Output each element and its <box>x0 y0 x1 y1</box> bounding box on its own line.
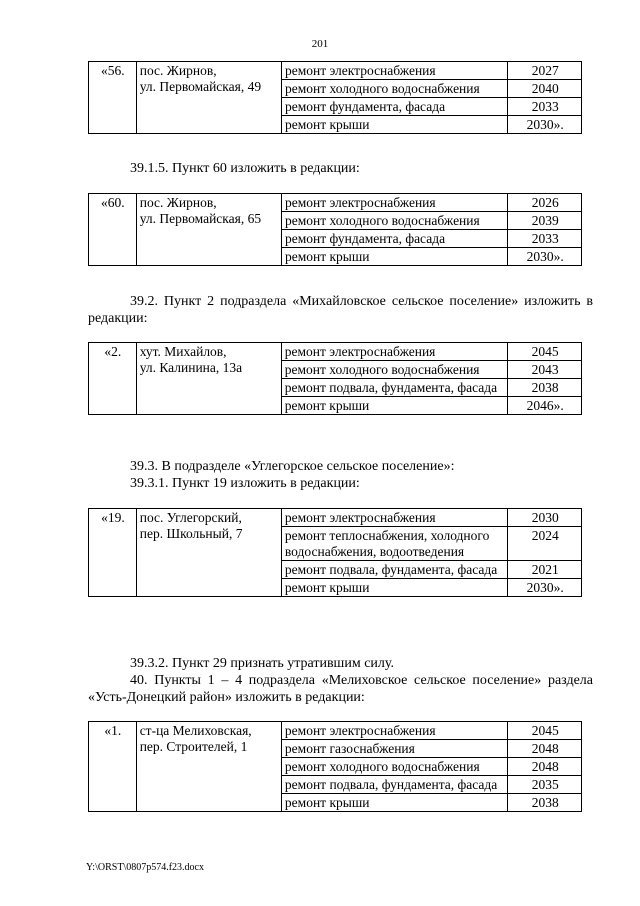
work-year: 2030». <box>508 248 582 266</box>
work-type: ремонт фундамента, фасада <box>281 230 507 248</box>
item-address: хут. Михайлов, ул. Калинина, 13а <box>136 343 281 415</box>
work-year: 2030». <box>508 116 582 134</box>
item-number: «56. <box>89 62 137 134</box>
work-year: 2027 <box>508 62 582 80</box>
work-year: 2040 <box>508 80 582 98</box>
work-year: 2030 <box>508 509 582 527</box>
work-year: 2038 <box>508 794 582 812</box>
work-year: 2046». <box>508 397 582 415</box>
work-year: 2033 <box>508 230 582 248</box>
work-year: 2045 <box>508 722 582 740</box>
work-type: ремонт холодного водоснабжения <box>281 758 508 776</box>
item-address: ст-ца Мелиховская, пер. Строителей, 1 <box>136 722 281 812</box>
work-year: 2048 <box>508 740 582 758</box>
work-type: ремонт холодного водоснабжения <box>281 212 507 230</box>
paragraph-40: 40. Пункты 1 – 4 подраздела «Мелиховское сельское поселение» раздела «Усть-Донецкий район» изложить в редакции: <box>88 673 593 705</box>
work-type: ремонт электроснабжения <box>281 62 507 80</box>
paragraph-39-3-2: 39.3.2. Пункт 29 признать утратившим силу. <box>130 656 394 671</box>
item-address: пос. Жирнов, ул. Первомайская, 49 <box>136 62 281 134</box>
item-address: пос. Углегорский, пер. Школьный, 7 <box>136 509 281 597</box>
item-number: «19. <box>89 509 137 597</box>
paragraph-39-2: 39.2. Пункт 2 подраздела «Михайловское сельское поселение» изложить в редакции: <box>88 294 593 326</box>
work-type: ремонт крыши <box>281 116 507 134</box>
work-type: ремонт холодного водоснабжения <box>281 80 507 98</box>
work-type: ремонт крыши <box>281 579 507 597</box>
work-type: ремонт электроснабжения <box>281 343 508 361</box>
work-type: ремонт теплоснабжения, холодного водоснабжения, водоотведения <box>281 527 507 561</box>
work-type: ремонт электроснабжения <box>281 509 507 527</box>
work-type: ремонт подвала, фундамента, фасада <box>281 379 508 397</box>
page-number: 201 <box>311 38 329 50</box>
work-year: 2026 <box>508 194 582 212</box>
repair-table-2 <box>88 193 582 266</box>
item-address: пос. Жирнов, ул. Первомайская, 65 <box>136 194 281 266</box>
paragraph-39-3-1: 39.3.1. Пункт 19 изложить в редакции: <box>130 476 360 491</box>
work-year: 2035 <box>508 776 582 794</box>
work-year: 2033 <box>508 98 582 116</box>
work-year: 2048 <box>508 758 582 776</box>
paragraph-39-1-5: 39.1.5. Пункт 60 изложить в редакции: <box>130 161 360 176</box>
work-type: ремонт холодного водоснабжения <box>281 361 508 379</box>
work-type: ремонт электроснабжения <box>281 722 508 740</box>
work-year: 2021 <box>508 561 582 579</box>
work-year: 2038 <box>508 379 582 397</box>
work-year: 2024 <box>508 527 582 561</box>
work-type: ремонт крыши <box>281 794 508 812</box>
work-year: 2030». <box>508 579 582 597</box>
work-year: 2043 <box>508 361 582 379</box>
work-type: ремонт газоснабжения <box>281 740 508 758</box>
work-type: ремонт электроснабжения <box>281 194 507 212</box>
work-type: ремонт крыши <box>281 248 507 266</box>
repair-table-3 <box>88 342 582 415</box>
repair-table-1 <box>88 61 582 134</box>
work-year: 2039 <box>508 212 582 230</box>
item-number: «1. <box>89 722 137 812</box>
work-type: ремонт фундамента, фасада <box>281 98 507 116</box>
work-year: 2045 <box>508 343 582 361</box>
work-type: ремонт подвала, фундамента, фасада <box>281 561 507 579</box>
item-number: «2. <box>89 343 137 415</box>
work-type: ремонт крыши <box>281 397 508 415</box>
repair-table-4 <box>88 508 582 597</box>
item-number: «60. <box>89 194 137 266</box>
paragraph-39-3: 39.3. В подразделе «Углегорское сельское поселение»: <box>130 459 455 474</box>
repair-table-5 <box>88 721 582 812</box>
file-path-footer: Y:\ORST\0807p574.f23.docx <box>86 862 204 873</box>
work-type: ремонт подвала, фундамента, фасада <box>281 776 508 794</box>
